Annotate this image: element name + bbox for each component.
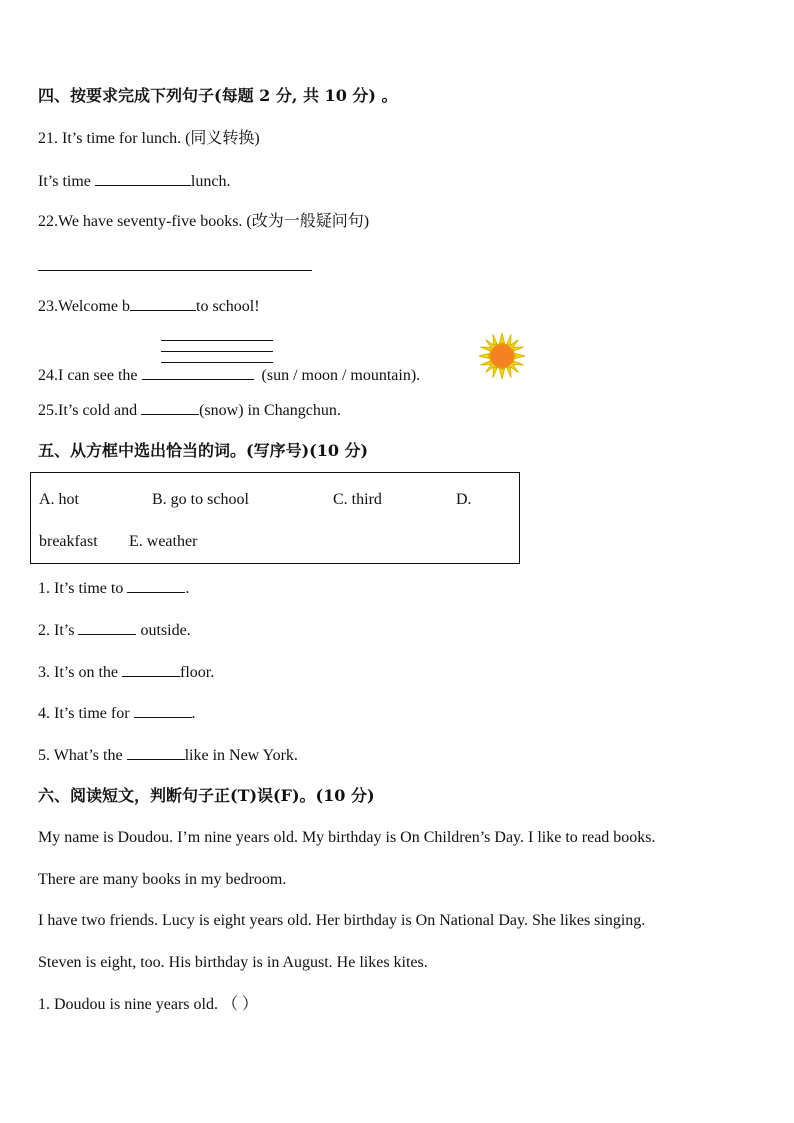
q21-answer-prefix: It’s time (38, 173, 95, 190)
section-5-item-1 (38, 578, 189, 599)
item-blank[interactable] (127, 745, 185, 760)
question-25 (38, 400, 341, 421)
q21-answer-suffix: lunch. (190, 173, 231, 190)
q21-blank[interactable] (95, 171, 191, 186)
option-d-text: breakfast (39, 533, 98, 550)
item-blank[interactable] (122, 662, 180, 677)
q23-suffix: to school! (196, 298, 260, 315)
q24-writing-line-3 (161, 362, 273, 363)
q24-writing-line-2 (161, 351, 273, 352)
question-22: 22.We have seventy-five books. (改为一般疑问句) (38, 213, 370, 230)
option-c: C. third (333, 491, 382, 508)
item-prefix: 5. What’s the (38, 747, 127, 764)
passage-line-2: There are many books in my bedroom. (38, 871, 287, 888)
section-4-heading: 四、按要求完成下列句子(每题 2 分, 共 10 分) 。 (38, 86, 398, 105)
q23-prefix: 23.Welcome b (38, 298, 131, 315)
q25-blank[interactable] (141, 400, 199, 415)
section-6-heading: 六、阅读短文，判断句子正(T)误(F)。(10 分) (38, 786, 375, 805)
item-prefix: 2. It’s (38, 622, 79, 639)
section-6-question-1[interactable]: 1. Doudou is nine years old. （ ） (38, 996, 258, 1013)
section-5-item-4 (38, 703, 196, 724)
item-blank[interactable] (78, 620, 136, 635)
passage-line-4: Steven is eight, too. His birthday is in August. He likes kites. (38, 954, 428, 971)
passage-line-1: My name is Doudou. I’m nine years old. My birthday is On Children’s Day. I like to read books. (38, 829, 656, 846)
option-d: D. (456, 491, 472, 508)
question-21: 21. It’s time for lunch. (同义转换) (38, 130, 260, 147)
q24-writing-line-1 (161, 340, 273, 341)
q25-suffix: (snow) in Changchun. (199, 402, 341, 419)
q24-prefix: 24.I can see the (38, 367, 142, 384)
item-suffix: floor. (180, 664, 215, 681)
item-blank[interactable] (134, 703, 192, 718)
option-e: E. weather (129, 533, 198, 550)
q22-answer-line[interactable] (38, 270, 312, 271)
item-suffix: . (191, 705, 196, 722)
section-5-item-5 (38, 745, 298, 766)
item-prefix: 3. It’s on the (38, 664, 122, 681)
question-24 (38, 365, 420, 386)
q25-prefix: 25.It’s cold and (38, 402, 142, 419)
option-b: B. go to school (152, 491, 249, 508)
item-prefix: 4. It’s time for (38, 705, 134, 722)
question-23 (38, 296, 260, 317)
item-suffix: . (185, 580, 190, 597)
section-5-item-3 (38, 662, 214, 683)
option-a: A. hot (39, 491, 79, 508)
item-blank[interactable] (127, 578, 185, 593)
q24-choices: (sun / moon / mountain). (261, 367, 421, 384)
word-bank-box (30, 472, 520, 564)
q24-blank[interactable] (142, 365, 254, 380)
q23-blank[interactable] (130, 296, 196, 311)
sun-icon (478, 332, 526, 380)
item-prefix: 1. It’s time to (38, 580, 128, 597)
item-suffix: like in New York. (184, 747, 298, 764)
section-5-heading: 五、从方框中选出恰当的词。(写序号)(10 分) (38, 441, 369, 460)
item-suffix: outside. (136, 622, 191, 639)
section-5-item-2 (38, 620, 191, 641)
passage-line-3: I have two friends. Lucy is eight years old. Her birthday is On National Day. She likes singing. (38, 912, 646, 929)
question-21-answer (38, 171, 230, 192)
